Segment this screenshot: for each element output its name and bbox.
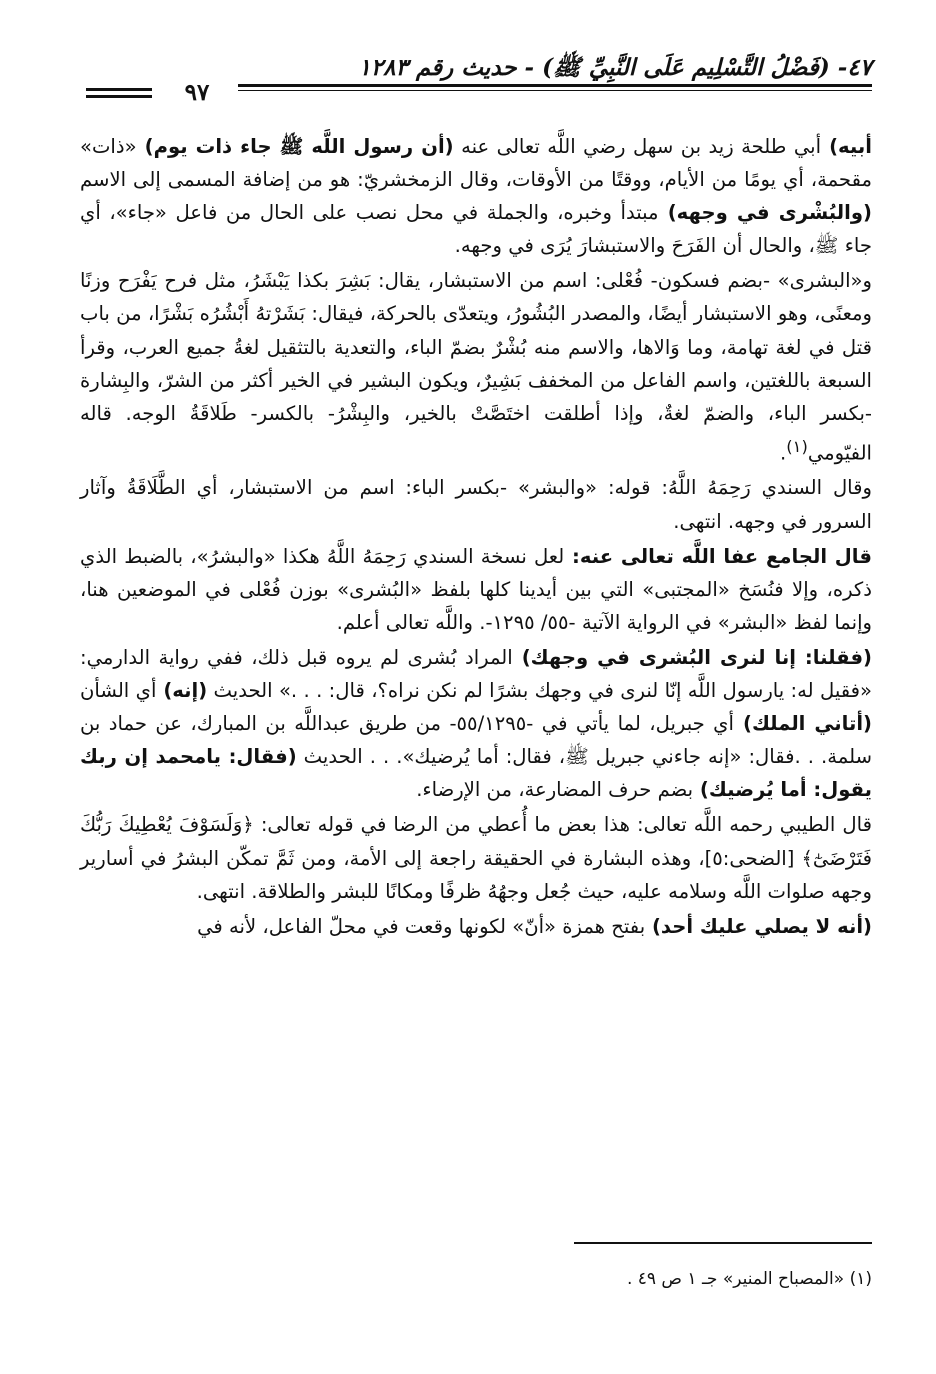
text-run: قال الطيبي رحمه اللَّه تعالى: هذا بعض ما أُعطي من الرضا في قوله تعالى: ﴿وَلَسَوْفَ يُعْطِيكَ رَبُّكَ فَتَرْضَىٰٓ﴾ [الضحى:٥]، وهذه البشارة في الحقيقة راجعة إلى الأمة، ومن ثَمَّ تمكّن البشرُ في أسارير وجهه صلوات اللَّه وسلامه عليه، حيث جُعل وجهُهُ ظرفًا ومكانًا للبشر والطلاقة. انتهى. xyxy=(80,813,872,903)
paragraph xyxy=(80,910,872,943)
running-head: ٤٧- (فَضْلُ التَّسْلِيم عَلَى النَّبِيِّ ﷺ) - حديث رقم ١٢٨٣ xyxy=(358,54,872,81)
text-run: المراد بُشرى لم يروه قبل ذلك، ففي رواية الدارمي: «فقيل له: يارسول اللَّه إنّا لنرى في وجهك بشرًا لم نكن نراه؟، قال: . . .» الحديث xyxy=(80,645,872,703)
text-run: «ذات» مقحمة، أي يومًا من الأيام، ووقتًا من الأوقات، وقال الزمخشريّ: هو من إضافة المسمى إلى الاسم xyxy=(80,135,872,192)
text-run: أبي طلحة زيد بن سهل رضي اللَّه تعالى عنه xyxy=(453,135,822,158)
text-run: لعل نسخة السندي رَحِمَهُ اللَّهُ هكذا «والبشرُ»، بالضبط الذي ذكره، وإلا فنُسَخ «المجتبى» التي بين أيدينا كلها بلفظ «البُشرى» بوزن فُعْلى في الموضعين هنا، وإنما لفظ «البشر» في الرواية الآتية -٥٥/ ١٢٩٥-. واللَّه تعالى أعلم. xyxy=(80,544,872,634)
bold-text-run: (والبُشْرى في وجهه) xyxy=(658,201,872,225)
text-run: بضم حرف المضارعة، من الإرضاء. xyxy=(416,778,694,802)
text-run: . xyxy=(780,441,787,465)
text-run: أي جبريل، لما يأتي في -٥٥/١٢٩٥- من طريق عبداللَّه بن المبارك، عن حماد بن سلمة. . .فقال: «إنه جاءني جبريل ﷺ، فقال: أما يُرضيك». . . الحديث xyxy=(80,712,872,769)
footnote-marker: (١) xyxy=(786,436,808,456)
text-run: وقال السندي رَحِمَهُ اللَّهُ: قوله: «والبشر» -بكسر الباء: اسم من الاستبشار، أي الطَّلَاقَةُ وآثار السرور في وجهه. انتهى. xyxy=(80,476,872,533)
bold-text-run: (أنه لا يصلي عليك أحد) xyxy=(645,914,872,938)
header-rule-thick xyxy=(238,84,872,87)
footnote: (١) «المصباح المنير» جـ ١ ص ٤٩ . xyxy=(626,1269,872,1289)
bold-text-run: أبيه) xyxy=(821,135,873,158)
text-run: أي الشأن xyxy=(80,679,157,703)
text-run: مبتدأ وخبره، والجملة في محل نصب على الحال من فاعل «جاء»، أي جاء ﷺ، والحال أن الفَرَحَ والاستبشارَ يُرَى في وجهه. xyxy=(80,201,872,258)
bold-text-run: (أن رسول اللَّه ﷺ جاء ذات يوم) xyxy=(136,135,454,158)
bold-text-run: (فقلنا: إنا لنرى البُشرى في وجهك) xyxy=(512,645,872,669)
paragraph xyxy=(80,808,872,907)
text-run: و«البشرى» -بضم فسكون- فُعْلى: اسم من الاستبشار، يقال: بَشِرَ بكذا يَبْشَرُ، مثل فرح يَفْرَح وزنًا ومعنًى، وهو الاستبشار أيضًا، والمصدر البُشُورُ، ويتعدّى بالحركة، فيقال: بَشَرْتهُ أَبْشُرُه بَشْرًا، من باب قتل في لغة تهامة، وما وَالاها، والاسم منه بُشْرٌ بضمّ الباء، والتعدية بالتثقيل لغةُ جميع العرب، وقرأ السبعة باللغتين، واسم الفاعل من المخفف بَشِيرٌ، ويكون البشير في الخير أكثر من الشرّ، والبِشارة -بكسر الباء، والضمّ لغةٌ، وإذا أطلقت اختَصَّتْ بالخير، والبِشْرُ- بالكسر- طَلاقَةُ الوجه. قاله الفيّومي xyxy=(80,269,872,465)
paragraph xyxy=(80,641,872,806)
footnote-rule xyxy=(574,1242,872,1244)
page-number-rule-lower xyxy=(86,95,152,98)
page-number-rule-upper xyxy=(86,88,152,91)
book-page xyxy=(60,44,872,1344)
paragraph xyxy=(80,130,872,262)
paragraph xyxy=(80,540,872,639)
paragraph xyxy=(80,471,872,537)
main-text xyxy=(80,130,872,945)
bold-text-run: (فقال: يامحمد إن ربك يقول: أما يُرضيك) xyxy=(80,745,872,802)
text-run: بفتح همزة «أنّ» لكونها وقعت في محلّ الفاعل، لأنه في xyxy=(197,914,646,938)
header-rule-thin xyxy=(238,90,872,91)
paragraph xyxy=(80,264,872,469)
page-number: ٩٧ xyxy=(184,79,210,106)
bold-text-run: (أتاني الملك) xyxy=(733,712,872,736)
bold-text-run: قال الجامع عفا اللَّه تعالى عنه: xyxy=(564,544,872,568)
bold-text-run: (إنه) xyxy=(156,679,208,703)
